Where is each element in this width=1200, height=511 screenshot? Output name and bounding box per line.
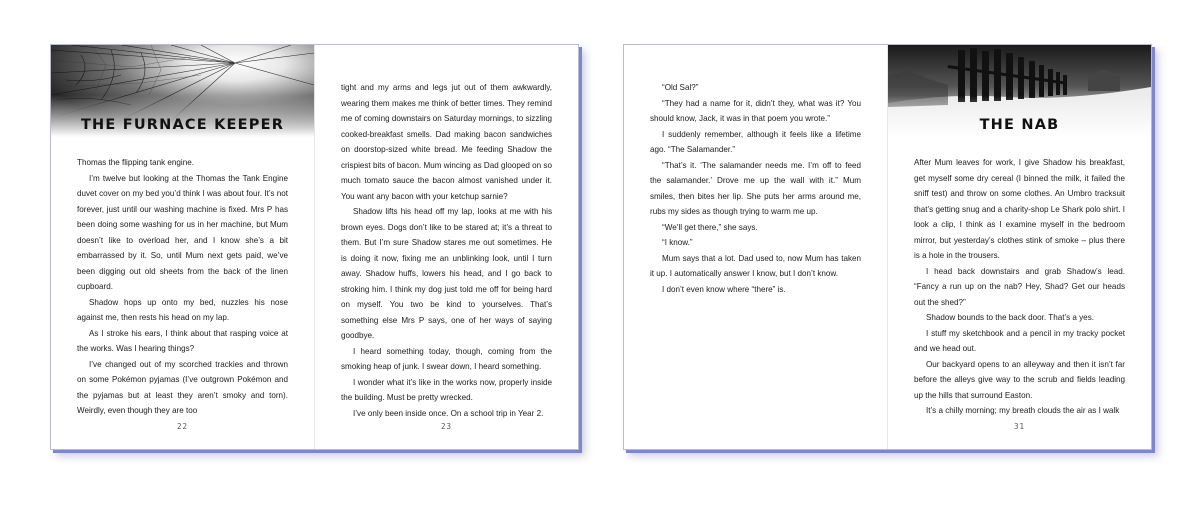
paragraph: I don’t even know where “there” is.	[662, 284, 786, 294]
body-text	[914, 155, 1125, 419]
paragraph: “That’s it. ‘The salamander needs me. I’m off to feed the salamander.’ Drove me up the wall with it.” Mum smiles, then bites her lip. She puts her arms around me, rubs my sides as though trying to warm me up.	[650, 160, 861, 216]
paragraph: tight and my arms and legs jut out of them awkwardly, wearing them makes me think of better times. They remind me of coming downstairs on Saturday mornings, to sizzling cooked-breakfast smells. Dad making bacon sandwiches on doorstop-sized white bread. Me feeding Shadow the crispiest bits of bacon. Mum wincing as Dad glooped on so much tomato sauce the bacon almost vanished under it. You want any bacon with your ketchup sarnie?	[341, 83, 552, 201]
paragraph: As I stroke his ears, I think about that rasping voice at the works. Was I hearing things?	[77, 328, 288, 353]
paragraph: I wonder what it’s like in the works now, properly inside the building. Must be pretty wrecked.	[341, 377, 552, 402]
body-text	[77, 155, 288, 419]
body-text	[341, 80, 552, 421]
paragraph: I’m twelve but looking at the Thomas the Tank Engine duvet cover on my bed you’d think I was about four. It’s not forever, just until our washing machine is fixed. Mrs P has been doing some washing for us in her machine, but Mum doesn’t like to overload her, and I know she’s a bit embarrassed by it. So, until Mum next gets paid, we’ve been digging out old sheets from the back of the linen cupboard.	[77, 173, 288, 291]
chapter-title: THE FURNACE KEEPER	[80, 117, 285, 133]
paragraph: I’ve only been inside once. On a school trip in Year 2.	[353, 408, 544, 418]
page-number: 22	[176, 422, 189, 431]
paragraph: I head back downstairs and grab Shadow’s lead. “Fancy a run up on the nab? Hey, Shad? Get our heads out the shed?”	[914, 266, 1125, 307]
paragraph: “I know.”	[662, 238, 693, 247]
paragraph: Shadow lifts his head off my lap, looks at me with his brown eyes. Dogs don’t like to be stared at; it’s a threat to them. But I’m sure Shadow stares me out sometimes. He is doing it now, fixing me an unblinking look, until I turn away. Shadow huffs, lowers his head, and I go back to stroking him. I think my dog just told me off for being hard on myself. You two be kind to yourselves. That’s something else Mrs P says, one of her ways of saying goodbye.	[341, 207, 552, 340]
paragraph: Shadow hops up onto my bed, nuzzles his nose against me, then rests his head on my lap.	[77, 297, 288, 322]
paragraph: “They had a name for it, didn’t they, what was it? You should know, Jack, it was in that poem you wrote.”	[650, 98, 861, 123]
paragraph: I heard something today, though, coming from the smoking heap of junk. I swear down, I heard something.	[341, 346, 552, 371]
page-number: 31	[1013, 422, 1026, 431]
paragraph: Shadow bounds to the back door. That’s a yes.	[926, 313, 1094, 322]
page-left-30	[624, 45, 887, 449]
paragraph: Our backyard opens to an alleyway and then it isn’t far before the alleys give way to the scrub and fields leading up the hills that surround Easton.	[914, 359, 1125, 400]
page-left-22	[51, 45, 314, 449]
page-right-23	[315, 45, 578, 449]
paragraph: I’ve changed out of my scorched trackies and thrown on some Pokémon pyjamas (I’ve outgrown Pokémon and the pyjamas but at least they aren’t smoky and torn). Weirdly, even though they are too	[77, 359, 288, 415]
paragraph: “Old Sal?”	[662, 83, 699, 92]
paragraph: It’s a chilly morning; my breath clouds the air as I walk	[926, 406, 1120, 415]
page-right-31	[888, 45, 1151, 449]
book-spread-2	[623, 44, 1152, 450]
book-spread-1	[50, 44, 579, 450]
paragraph: “We’ll get there,” she says.	[662, 222, 758, 232]
chapter-title: THE NAB	[979, 117, 1060, 133]
paragraph: I suddenly remember, although it feels like a lifetime ago. “The Salamander.”	[650, 129, 861, 154]
page-number: 23	[440, 422, 453, 431]
paragraph: I stuff my sketchbook and a pencil in my tracky pocket and we head out.	[914, 328, 1125, 353]
paragraph: After Mum leaves for work, I give Shadow his breakfast, get myself some dry cereal (I binned the milk, it failed the sniff test) and throw on some clothes. An Umbro tracksuit that’s getting snug and a charity-shop Le Shark polo shirt. I look a clip, I think as I examine myself in the bedroom mirror, but yesterday’s clothes stink of smoke – plus there is a hole in the trousers.	[914, 158, 1125, 260]
paragraph: Mum says that a lot. Dad used to, now Mum has taken it up. I automatically answer I know, but I don’t know.	[650, 253, 861, 278]
body-text	[650, 80, 861, 297]
paragraph: Thomas the flipping tank engine.	[77, 158, 194, 167]
